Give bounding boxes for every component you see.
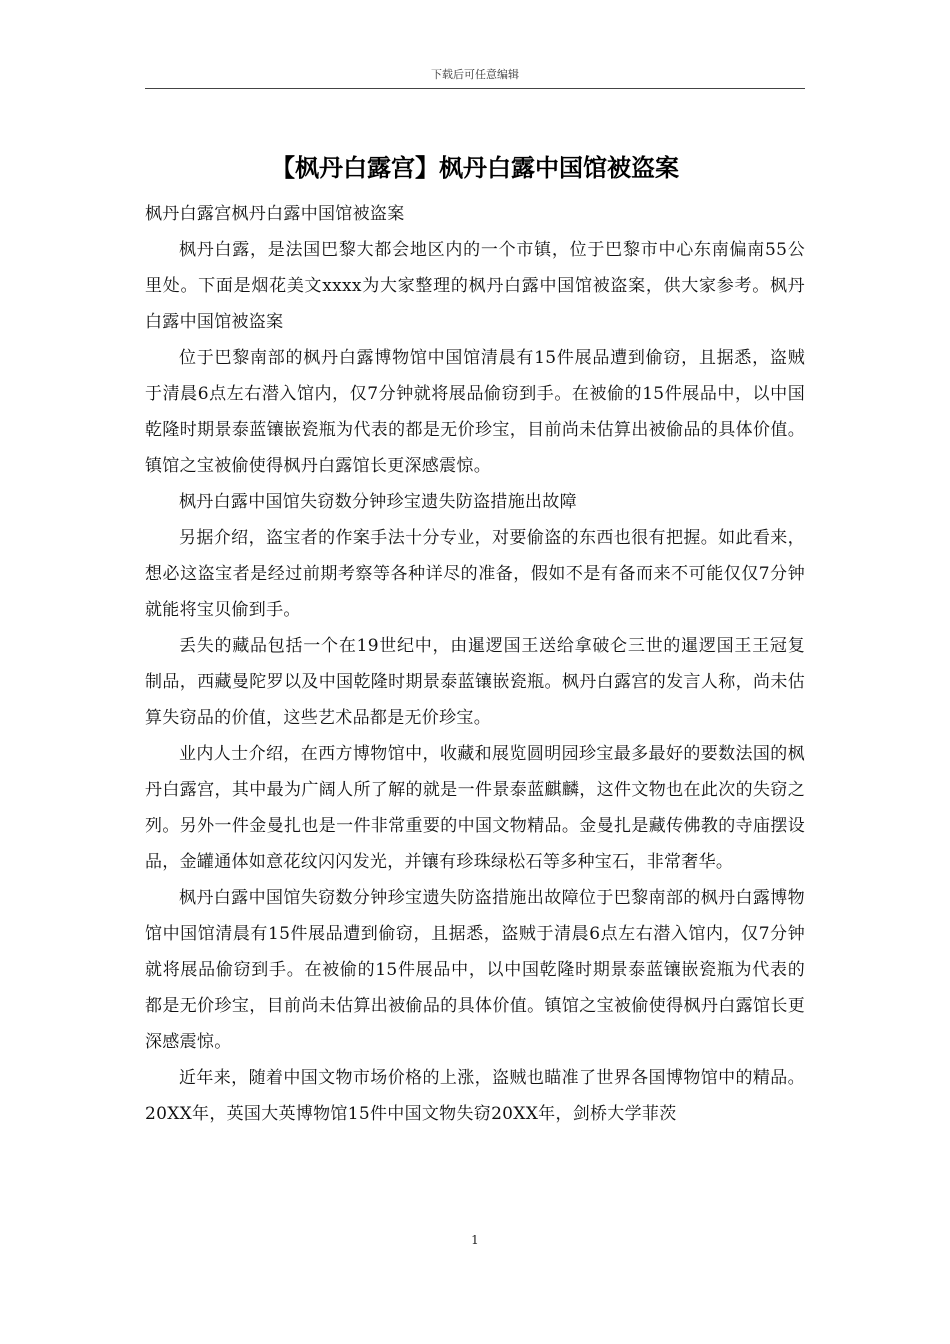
paragraph-recent-years: 近年来，随着中国文物市场价格的上涨，盗贼也瞄准了世界各国博物馆中的精品。20XX年，英国大英博物馆15件中国文物失窃20XX年，剑桥大学菲茨 — [145, 1068, 805, 1124]
paragraph-intro: 枫丹白露，是法国巴黎大都会地区内的一个市镇，位于巴黎市中心东南偏南55公里处。下面是烟花美文xxxx为大家整理的枫丹白露中国馆被盗案，供大家参考。枫丹白露中国馆被盗案 — [145, 240, 805, 332]
document-subtitle: 枫丹白露宫枫丹白露中国馆被盗案 — [145, 204, 405, 224]
document-body — [145, 196, 805, 1132]
header-divider — [145, 88, 805, 89]
document-title: 【枫丹白露宫】枫丹白露中国馆被盗案 — [271, 153, 679, 182]
paragraph-lost-items: 丢失的藏品包括一个在19世纪中，由暹逻国王送给拿破仑三世的暹逻国王王冠复制品，西藏曼陀罗以及中国乾隆时期景泰蓝镶嵌瓷瓶。枫丹白露宫的发言人称，尚未估算失窃品的价值，这些艺术品都是无价珍宝。 — [145, 636, 805, 728]
paragraph-theft-report: 位于巴黎南部的枫丹白露博物馆中国馆清晨有15件展品遭到偷窃，且据悉，盗贼于清晨6点左右潜入馆内，仅7分钟就将展品偷窃到手。在被偷的15件展品中，以中国乾隆时期景泰蓝镶嵌瓷瓶为代表的都是无价珍宝，目前尚未估算出被偷品的具体价值。镇馆之宝被偷使得枫丹白露馆长更深感震惊。 — [145, 348, 805, 476]
paragraph-repeat-report: 枫丹白露中国馆失窃数分钟珍宝遗失防盗措施出故障位于巴黎南部的枫丹白露博物馆中国馆清晨有15件展品遭到偷窃，且据悉，盗贼于清晨6点左右潜入馆内，仅7分钟就将展品偷窃到手。在被偷的15件展品中，以中国乾隆时期景泰蓝镶嵌瓷瓶为代表的都是无价珍宝，目前尚未估算出被偷品的具体价值。镇馆之宝被偷使得枫丹白露馆长更深感震惊。 — [145, 888, 805, 1052]
page-number: 1 — [471, 1233, 479, 1247]
paragraph-heading-line: 枫丹白露中国馆失窃数分钟珍宝遗失防盗措施出故障 — [179, 492, 577, 512]
paragraph-expert-view: 业内人士介绍，在西方博物馆中，收藏和展览圆明园珍宝最多最好的要数法国的枫丹白露宫，其中最为广阔人所了解的就是一件景泰蓝麒麟，这件文物也在此次的失窃之列。另外一件金曼扎也是一件非常重要的中国文物精品。金曼扎是藏传佛教的寺庙摆设品，金罐通体如意花纹闪闪发光，并镶有珍珠绿松石等多种宝石，非常奢华。 — [145, 744, 805, 872]
page-header: 下载后可任意编辑 — [431, 68, 519, 81]
paragraph-method: 另据介绍，盗宝者的作案手法十分专业，对要偷盗的东西也很有把握。如此看来，想必这盗宝者是经过前期考察等各种详尽的准备，假如不是有备而来不可能仅仅7分钟就能将宝贝偷到手。 — [145, 528, 805, 620]
